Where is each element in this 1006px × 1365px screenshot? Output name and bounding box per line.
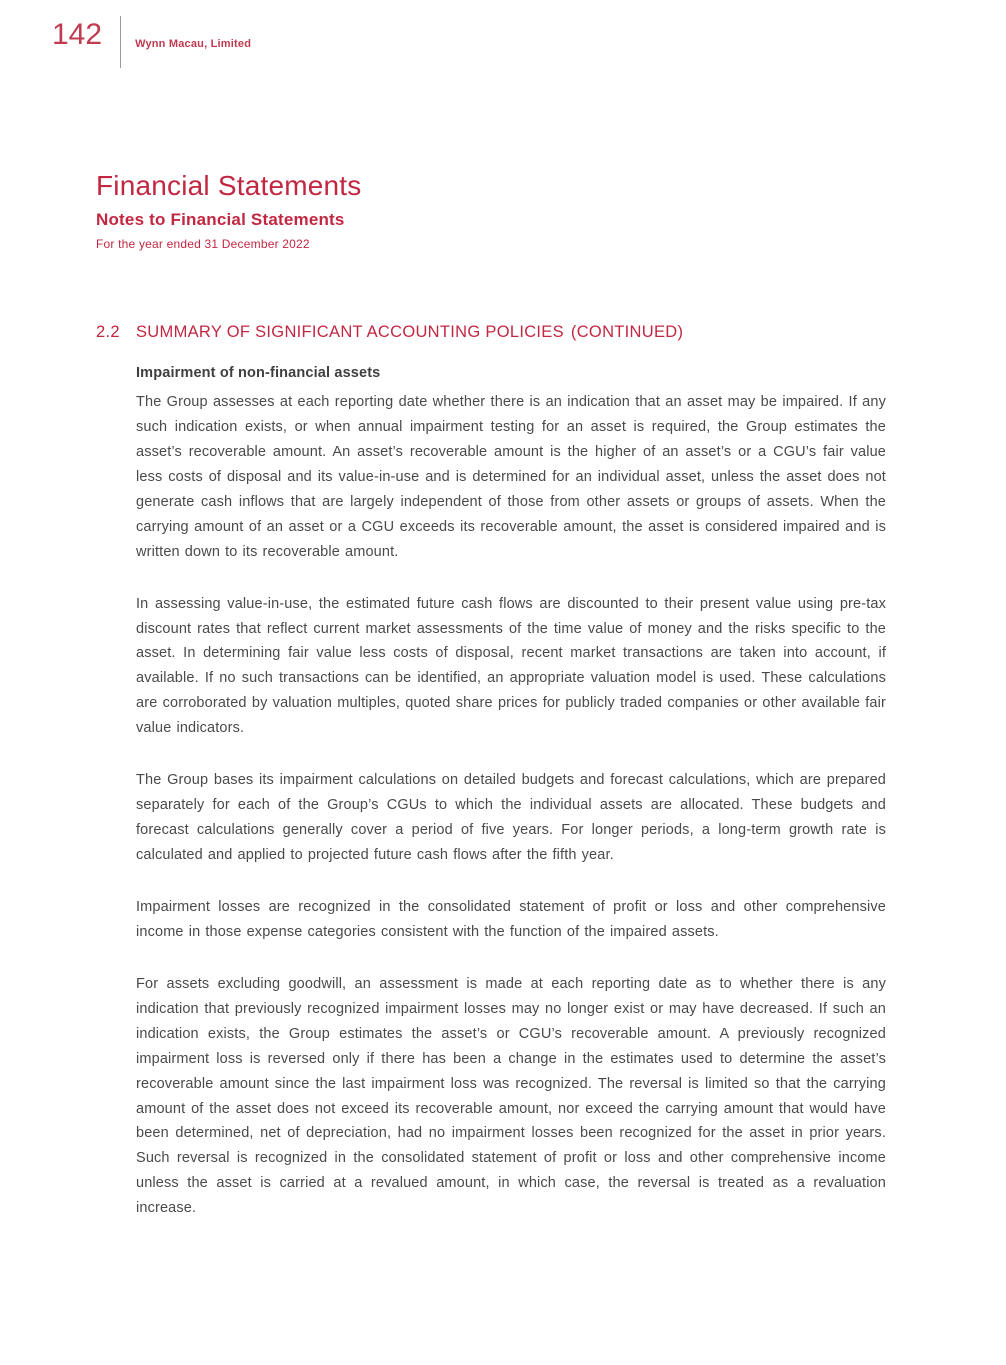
paragraph-3: The Group bases its impairment calculations on detailed budgets and forecast calculations, which are prepared separately for each of the Group’s CGUs to which the individual assets are allocated. These budgets and forecast calculations generally cover a period of five years. For longer periods, a long-term growth rate is calculated and applied to projected future cash flows after the fifth year. (136, 772, 886, 863)
subsection-title: Impairment of non-financial assets (136, 365, 381, 381)
page-number: 142 (52, 18, 103, 51)
note-section (0, 323, 1006, 1221)
paragraph-2: In assessing value-in-use, the estimated future cash flows are discounted to their present value using pre-tax discount rates that reflect current market assessments of the time value of money and the risks specific to the asset. In determining fair value less costs of disposal, recent market transactions are taken into account, if available. If no such transactions can be identified, an appropriate valuation model is used. These calculations are corroborated by valuation multiples, quoted share prices for publicly traded companies or other available fair value indicators. (136, 595, 886, 737)
paragraph-5: For assets excluding goodwill, an assessment is made at each reporting date as to whether there is any indication that previously recognized impairment losses may no longer exist or may have decreased. If such an indication exists, the Group estimates the asset’s or CGU’s recoverable amount. A previously recognized impairment loss is reversed only if there has been a change in the estimates used to determine the asset’s recoverable amount since the last impairment loss was recognized. The reversal is limited so that the carrying amount of the asset does not exceed its recoverable amount, nor exceed the carrying amount that would have been determined, net of depreciation, had no impairment losses been recognized for the asset in prior years. Such reversal is recognized in the consolidated statement of profit or loss and other comprehensive income unless the asset is carried at a revalued amount, in which case, the reversal is treated as a revaluation increase. (136, 975, 886, 1217)
document-title: Financial Statements (96, 170, 362, 201)
section-number: 2.2 (96, 323, 120, 341)
reporting-period: For the year ended 31 December 2022 (96, 237, 310, 251)
section-title: SUMMARY OF SIGNIFICANT ACCOUNTING POLICIES (136, 323, 564, 341)
paragraph-1: The Group assesses at each reporting date whether there is an indication that an asset may be impaired. If any such indication exists, or when annual impairment testing for an asset is required, the Group estimates the asset’s recoverable amount. An asset’s recoverable amount is the higher of an asset’s or a CGU’s fair value less costs of disposal and its value-in-use and is determined for an individual asset, unless the asset does not generate cash inflows that are largely independent of those from other assets or groups of assets. When the carrying amount of an asset or a CGU exceeds its recoverable amount, the asset is considered impaired and is written down to its recoverable amount. (136, 394, 886, 560)
section-body (136, 365, 886, 1221)
title-block (0, 170, 1006, 251)
section-continued-label: (CONTINUED) (570, 323, 684, 341)
paragraph-4: Impairment losses are recognized in the consolidated statement of profit or loss and other comprehensive income in those expense categories consistent with the function of the impaired assets. (136, 898, 886, 940)
section-title-wrap (136, 323, 683, 342)
running-header (0, 16, 1006, 78)
header-divider (120, 16, 121, 68)
company-name: Wynn Macau, Limited (135, 38, 252, 50)
document-subtitle: Notes to Financial Statements (96, 210, 345, 229)
section-heading (96, 323, 886, 342)
